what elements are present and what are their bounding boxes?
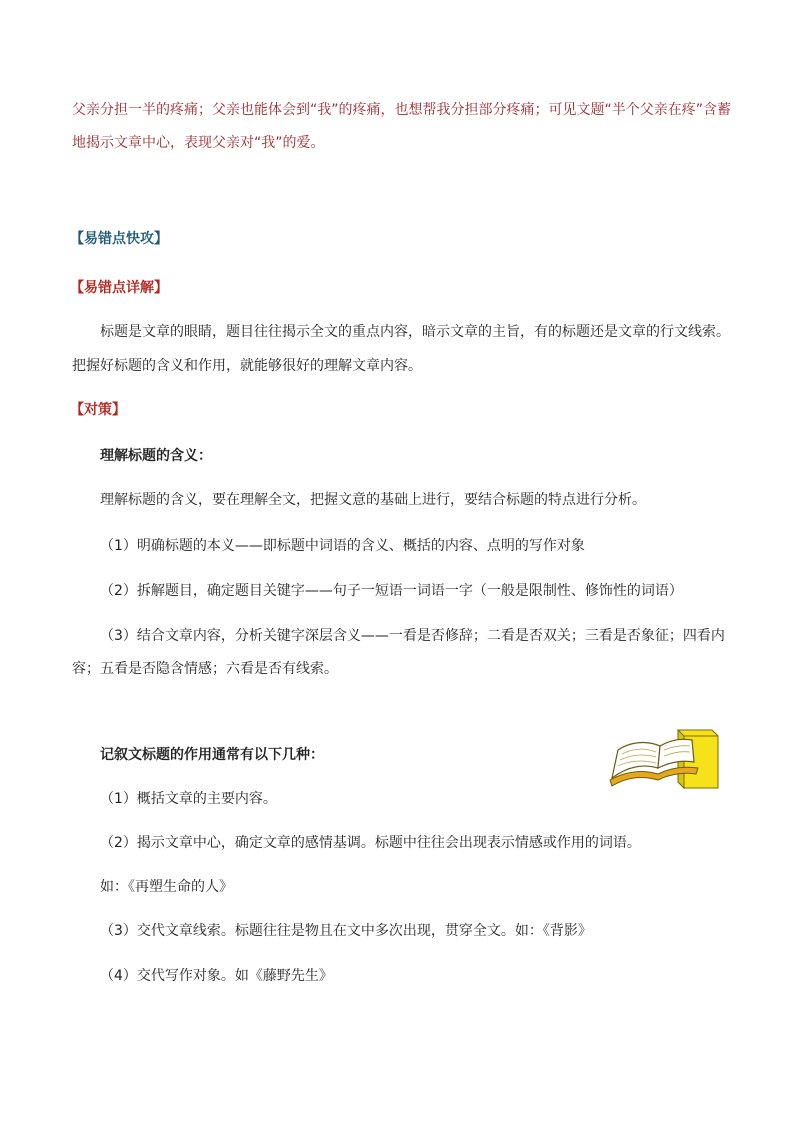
detail-para-line-1: 标题是文章的眼睛，题目往往揭示全文的重点内容，暗示文章的主旨，有的标题还是文章的行文线索。	[100, 324, 730, 340]
intro-line-2: 地揭示文章中心，表现父亲对“我”的爱。	[72, 135, 325, 151]
function-item-2-example: 如：《再塑生命的人》	[100, 879, 233, 895]
heading-quick-attack: 【易错点快攻】	[70, 231, 168, 247]
meaning-item-3-line-1: （3）结合文章内容，分析关键字深层含义——一看是否修辞；二看是否双关；三看是否象征；四看内	[100, 628, 725, 644]
heading-strategy: 【对策】	[70, 402, 126, 418]
meaning-intro: 理解标题的含义，要在理解全文，把握文意的基础上进行，要结合标题的特点进行分析。	[100, 492, 646, 508]
meaning-item-2: （2）拆解题目，确定题目关键字——句子一短语一词语一字（一般是限制性、修饰性的词语）	[100, 583, 683, 599]
open-book-icon	[608, 726, 724, 792]
meaning-item-3-line-2: 容；五看是否隐含情感；六看是否有线索。	[72, 661, 338, 677]
function-item-4: （4）交代写作对象。如《藤野先生》	[100, 968, 333, 984]
function-item-1: （1）概括文章的主要内容。	[100, 791, 277, 807]
meaning-item-1: （1）明确标题的本义——即标题中词语的含义、概括的内容、点明的写作对象	[100, 538, 585, 554]
meaning-title: 理解标题的含义：	[100, 448, 212, 464]
intro-line-1: 父亲分担一半的疼痛；父亲也能体会到“我”的疼痛，也想帮我分担部分疼痛；可见文题“半个父亲在疼”含蓄	[72, 102, 732, 118]
detail-para-line-2: 把握好标题的含义和作用，就能够很好的理解文章内容。	[72, 358, 422, 374]
heading-detail: 【易错点详解】	[70, 280, 168, 296]
functions-title: 记叙文标题的作用通常有以下几种：	[100, 747, 324, 763]
function-item-2: （2）揭示文章中心，确定文章的感情基调。标题中往往会出现表示情感或作用的词语。	[100, 835, 641, 851]
function-item-3: （3）交代文章线索。标题往往是物且在文中多次出现，贯穿全文。如：《背影》	[100, 923, 592, 939]
